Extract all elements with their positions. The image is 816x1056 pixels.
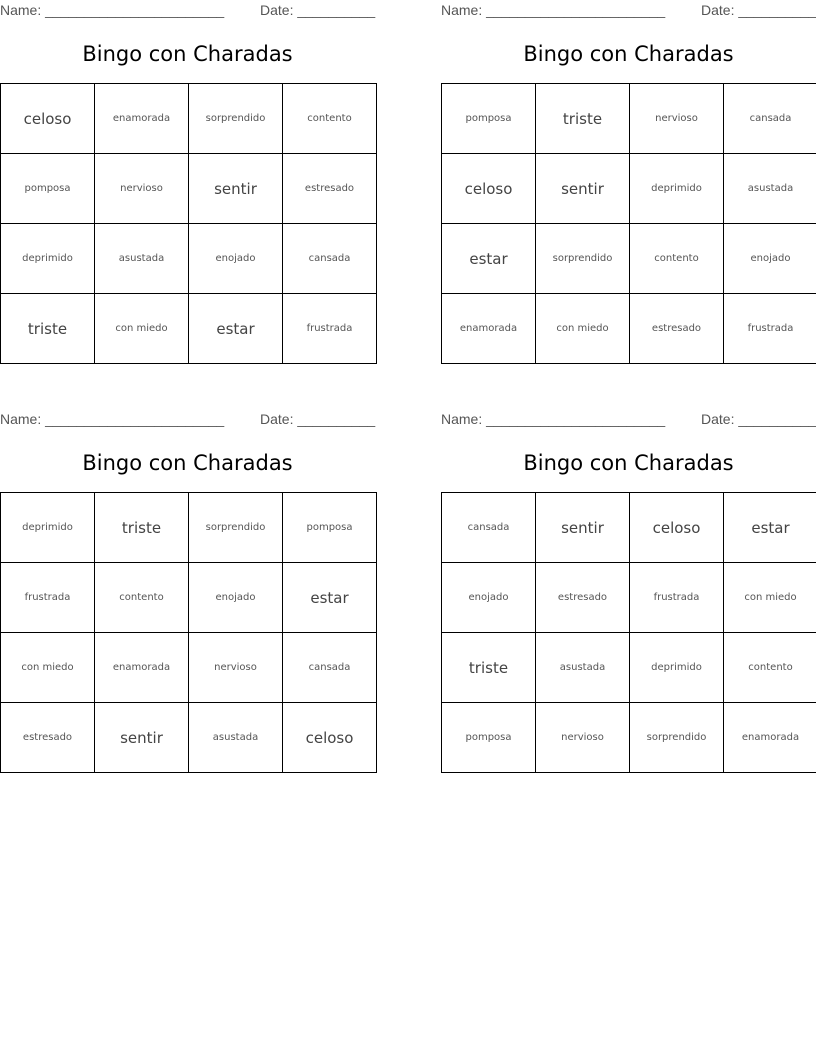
- grid-row: [1, 84, 377, 154]
- bingo-cell: deprimido: [630, 633, 724, 703]
- bingo-cell: contento: [283, 84, 377, 154]
- bingo-cell: estar: [724, 493, 816, 563]
- bingo-cell: frustrada: [1, 563, 95, 633]
- bingo-cell: frustrada: [724, 294, 816, 364]
- grid-row: [442, 154, 816, 224]
- bingo-cell: nervioso: [630, 84, 724, 154]
- bingo-cell: contento: [724, 633, 816, 703]
- bingo-cell: asustada: [189, 703, 283, 773]
- bingo-cell: estresado: [1, 703, 95, 773]
- name-field: Name: _______________________: [441, 2, 666, 18]
- grid-row: [1, 294, 377, 364]
- grid-row: [442, 493, 816, 563]
- bingo-cell: pomposa: [442, 703, 536, 773]
- grid-row: [442, 563, 816, 633]
- date-field: Date: __________: [260, 2, 376, 18]
- bingo-cell: triste: [95, 493, 189, 563]
- bingo-cell: enojado: [189, 563, 283, 633]
- date-field: Date: __________: [701, 411, 816, 427]
- name-field: Name: _______________________: [0, 2, 225, 18]
- bingo-cell: cansada: [442, 493, 536, 563]
- card-title: Bingo con Charadas: [82, 42, 293, 66]
- bingo-cell: sentir: [536, 154, 630, 224]
- bingo-cell: nervioso: [95, 154, 189, 224]
- grid-row: [442, 633, 816, 703]
- bingo-cell: contento: [630, 224, 724, 294]
- bingo-cell: frustrada: [283, 294, 377, 364]
- bingo-cell: sorprendido: [630, 703, 724, 773]
- name-date-row: [441, 2, 816, 20]
- bingo-cell: deprimido: [630, 154, 724, 224]
- card-title: Bingo con Charadas: [82, 451, 293, 475]
- grid-row: [1, 493, 377, 563]
- bingo-grid: [441, 83, 816, 364]
- bingo-cell: celoso: [442, 154, 536, 224]
- bingo-cell: con miedo: [95, 294, 189, 364]
- date-field: Date: __________: [701, 2, 816, 18]
- bingo-grid: [0, 492, 377, 773]
- bingo-cell: estresado: [630, 294, 724, 364]
- bingo-cell: enojado: [189, 224, 283, 294]
- bingo-cell: asustada: [724, 154, 816, 224]
- date-field: Date: __________: [260, 411, 376, 427]
- name-field: Name: _______________________: [0, 411, 225, 427]
- grid-row: [442, 703, 816, 773]
- grid-row: [1, 224, 377, 294]
- bingo-cell: asustada: [536, 633, 630, 703]
- bingo-cell: celoso: [283, 703, 377, 773]
- grid-row: [442, 294, 816, 364]
- grid-row: [1, 154, 377, 224]
- bingo-cell: asustada: [95, 224, 189, 294]
- name-date-row: [0, 2, 376, 20]
- bingo-cell: nervioso: [536, 703, 630, 773]
- name-date-row: [0, 411, 376, 429]
- bingo-grid: [0, 83, 377, 364]
- bingo-cell: sentir: [189, 154, 283, 224]
- bingo-cell: estresado: [283, 154, 377, 224]
- bingo-cell: deprimido: [1, 493, 95, 563]
- bingo-cell: enamorada: [95, 633, 189, 703]
- bingo-cell: estresado: [536, 563, 630, 633]
- bingo-cell: triste: [1, 294, 95, 364]
- bingo-cell: frustrada: [630, 563, 724, 633]
- grid-row: [442, 224, 816, 294]
- bingo-cell: estar: [283, 563, 377, 633]
- bingo-cell: sentir: [95, 703, 189, 773]
- bingo-cell: enamorada: [95, 84, 189, 154]
- bingo-cell: pomposa: [442, 84, 536, 154]
- bingo-cell: enamorada: [724, 703, 816, 773]
- bingo-cell: cansada: [283, 633, 377, 703]
- bingo-cell: sentir: [536, 493, 630, 563]
- bingo-cell: deprimido: [1, 224, 95, 294]
- bingo-cell: cansada: [724, 84, 816, 154]
- grid-row: [1, 633, 377, 703]
- card-title: Bingo con Charadas: [523, 451, 734, 475]
- grid-row: [1, 703, 377, 773]
- bingo-cell: con miedo: [1, 633, 95, 703]
- bingo-cell: triste: [536, 84, 630, 154]
- bingo-cell: con miedo: [536, 294, 630, 364]
- grid-row: [442, 84, 816, 154]
- bingo-cell: sorprendido: [189, 493, 283, 563]
- bingo-cell: triste: [442, 633, 536, 703]
- bingo-cell: enojado: [724, 224, 816, 294]
- bingo-grid: [441, 492, 816, 773]
- name-date-row: [441, 411, 816, 429]
- bingo-cell: estar: [442, 224, 536, 294]
- bingo-cell: cansada: [283, 224, 377, 294]
- bingo-cell: con miedo: [724, 563, 816, 633]
- name-field: Name: _______________________: [441, 411, 666, 427]
- bingo-cell: nervioso: [189, 633, 283, 703]
- bingo-cell: celoso: [1, 84, 95, 154]
- card-title: Bingo con Charadas: [523, 42, 734, 66]
- bingo-cell: sorprendido: [536, 224, 630, 294]
- bingo-cell: pomposa: [283, 493, 377, 563]
- grid-row: [1, 563, 377, 633]
- bingo-cell: celoso: [630, 493, 724, 563]
- bingo-cell: sorprendido: [189, 84, 283, 154]
- bingo-cell: contento: [95, 563, 189, 633]
- bingo-cell: enojado: [442, 563, 536, 633]
- bingo-cell: pomposa: [1, 154, 95, 224]
- bingo-cell: enamorada: [442, 294, 536, 364]
- bingo-cell: estar: [189, 294, 283, 364]
